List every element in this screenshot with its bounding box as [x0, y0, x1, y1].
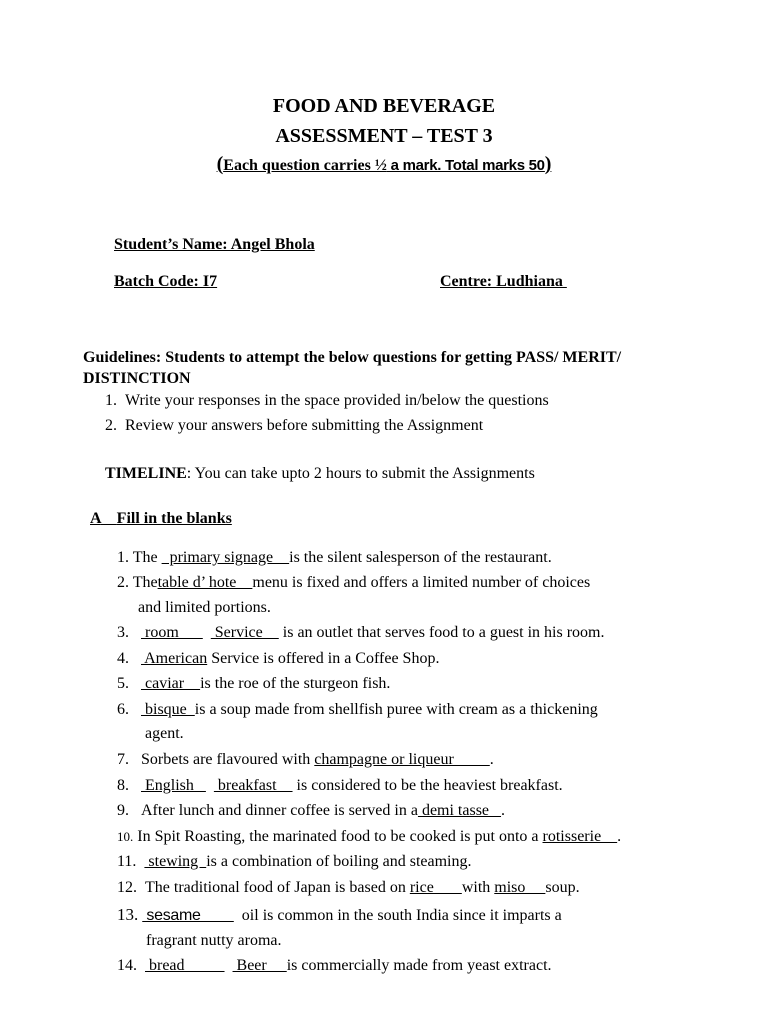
question-number: 6. [117, 701, 129, 718]
note-serif-part: Each question carries ½ [223, 157, 387, 174]
question-13 [117, 905, 562, 926]
question-text: is the roe of the sturgeon fish. [200, 675, 391, 692]
answer-blank: table d’ hote [157, 574, 253, 591]
guideline-item [105, 391, 549, 411]
answer-blank: primary signage [161, 549, 290, 566]
question-3 [117, 623, 605, 643]
guideline-item-number: 2. [105, 417, 117, 434]
question-number: 14. [117, 957, 137, 974]
question-9 [117, 801, 505, 821]
answer-blank: American [141, 650, 208, 667]
answer-blank: Service [210, 624, 279, 641]
answer-blank: stewing [144, 853, 207, 870]
guideline-item [105, 416, 483, 436]
answer-blank: bread [145, 957, 225, 974]
note-open-paren: ( [216, 153, 224, 175]
question-text: is a soup made from shellfish puree with cream as a thickening [194, 701, 598, 718]
question-number: 13. [117, 905, 139, 924]
answer-blank: Beer [232, 957, 287, 974]
question-text: with [461, 879, 491, 896]
section-letter: A [90, 510, 101, 527]
question-text: In Spit Roasting, the marinated food to be cooked is put onto a [137, 828, 539, 845]
question-12 [117, 878, 580, 898]
title-line-2: ASSESSMENT – TEST 3 [275, 125, 493, 147]
question-6-continued: agent. [145, 725, 184, 742]
answer-blank: champagne or liqueur [314, 751, 490, 768]
question-number: 12. [117, 879, 137, 896]
question-text: is an outlet that serves food to a guest in his room. [282, 624, 605, 641]
answer-blank: rotisserie [542, 828, 618, 845]
guidelines-line-2: DISTINCTION [83, 370, 191, 387]
question-7 [117, 750, 494, 770]
guideline-item-number: 1. [105, 392, 117, 409]
question-text: soup. [545, 879, 580, 896]
question-number: 3. [117, 624, 129, 641]
answer-blank: rice [409, 879, 462, 896]
question-text: . [501, 802, 506, 819]
question-text: Service is offered in a Coffee Shop. [211, 650, 440, 667]
answer-blank: sesame [142, 907, 234, 924]
question-number: 8. [117, 777, 129, 794]
note-sans-part: a mark. Total marks 50 [386, 157, 545, 174]
question-text: is a combination of boiling and steaming. [206, 853, 472, 870]
timeline-label: TIMELINE [105, 465, 187, 482]
question-number: 1. [117, 549, 129, 566]
timeline-text: : You can take upto 2 hours to submit the Assignments [186, 465, 535, 482]
question-number: 7. [117, 751, 129, 768]
batch-code: Batch Code: I7 [114, 273, 218, 290]
guidelines-line-1: Guidelines: Students to attempt the below questions for getting PASS/ MERIT/ [83, 349, 622, 366]
question-2-continued: and limited portions. [138, 599, 271, 616]
question-number: 11. [117, 853, 137, 870]
section-title: Fill in the blanks [116, 510, 232, 527]
centre: Centre: Ludhiana [440, 273, 567, 290]
title-line-1: FOOD AND BEVERAGE [272, 95, 496, 117]
question-text: is the silent salesperson of the restaurant. [289, 549, 552, 566]
note-close-paren: ) [544, 153, 552, 175]
question-1 [117, 548, 552, 568]
question-text: Sorbets are flavoured with [141, 751, 311, 768]
question-5 [117, 674, 390, 694]
question-text: oil is common in the south India since it imparts a [241, 907, 562, 924]
question-text: is commercially made from yeast extract. [286, 957, 552, 974]
question-number: 10. [117, 829, 134, 844]
question-13-continued: fragrant nutty aroma. [146, 932, 282, 949]
question-11 [117, 852, 471, 872]
question-6 [117, 700, 598, 720]
question-10 [117, 827, 621, 847]
answer-blank: caviar [141, 675, 201, 692]
guideline-item-text: Review your answers before submitting the Assignment [125, 417, 484, 434]
question-8 [117, 776, 563, 796]
question-text: The [132, 574, 158, 591]
question-number: 5. [117, 675, 129, 692]
question-14 [117, 956, 552, 976]
question-number: 9. [117, 802, 129, 819]
marks-note [0, 154, 768, 176]
question-text: . [617, 828, 622, 845]
question-number: 4. [117, 650, 129, 667]
answer-blank: bisque [141, 701, 195, 718]
question-text: . [489, 751, 494, 768]
answer-blank: miso [494, 879, 546, 896]
student-name: Student’s Name: Angel Bhola [114, 236, 315, 253]
answer-blank: room [141, 624, 203, 641]
section-heading [90, 509, 232, 529]
answer-blank: demi tasse [417, 802, 502, 819]
question-text: menu is fixed and offers a limited number of choices [252, 574, 591, 591]
answer-blank: breakfast [213, 777, 293, 794]
timeline [105, 464, 535, 484]
question-4 [117, 649, 439, 669]
question-2 [117, 573, 590, 593]
question-text: The [132, 549, 158, 566]
question-text: After lunch and dinner coffee is served in a [141, 802, 418, 819]
answer-blank: English [141, 777, 206, 794]
question-text: The traditional food of Japan is based on [145, 879, 406, 896]
guideline-item-text: Write your responses in the space provided in/below the questions [125, 392, 549, 409]
question-number: 2. [117, 574, 129, 591]
question-text: is considered to be the heaviest breakfast. [296, 777, 563, 794]
